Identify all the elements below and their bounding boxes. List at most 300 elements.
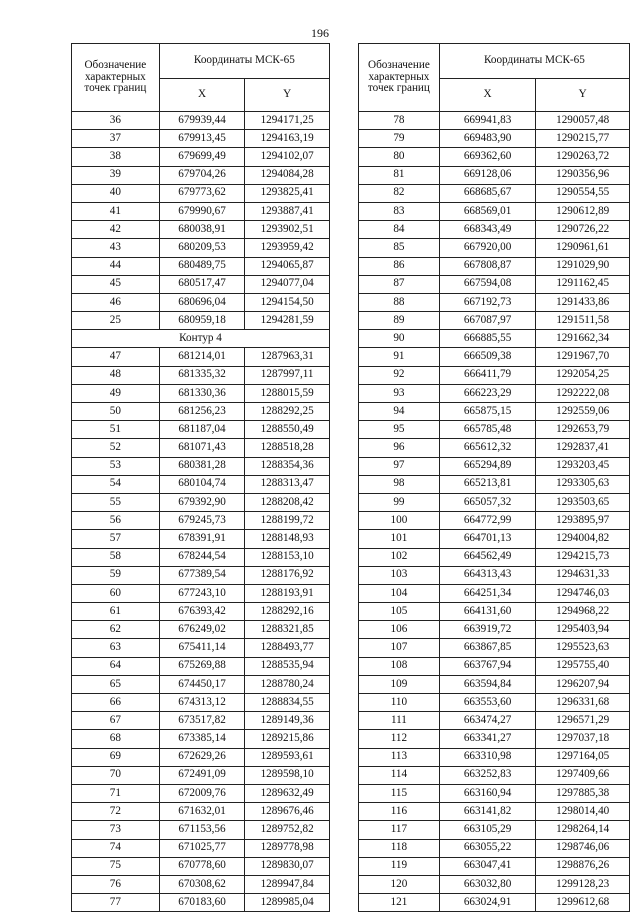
- x-coordinate: 665612,32: [439, 439, 536, 457]
- table-row: [72, 475, 330, 493]
- table-row: [72, 421, 330, 439]
- point-number: 73: [72, 821, 160, 839]
- table-row: [72, 348, 330, 366]
- x-coordinate: 666885,55: [439, 330, 536, 348]
- x-coordinate: 679939,44: [159, 112, 245, 130]
- y-coordinate: 1288550,49: [245, 421, 330, 439]
- table-row: [359, 566, 630, 584]
- point-number: 82: [359, 184, 440, 202]
- point-number: 37: [72, 130, 160, 148]
- table-row: [72, 366, 330, 384]
- point-number: 41: [72, 202, 160, 220]
- table-row: [72, 130, 330, 148]
- point-number: 50: [72, 403, 160, 421]
- x-coordinate: 673385,14: [159, 730, 245, 748]
- x-coordinate: 664562,49: [439, 548, 536, 566]
- table-row: [359, 293, 630, 311]
- point-number: 77: [72, 894, 160, 912]
- point-number: 118: [359, 839, 440, 857]
- x-coordinate: 663341,27: [439, 730, 536, 748]
- x-coordinate: 679699,49: [159, 148, 245, 166]
- table-row: [72, 603, 330, 621]
- point-number: 53: [72, 457, 160, 475]
- table-row: [359, 875, 630, 893]
- table-row: [72, 257, 330, 275]
- x-coordinate: 663024,91: [439, 894, 536, 912]
- y-coordinate: 1291967,70: [536, 348, 630, 366]
- y-coordinate: 1297409,66: [536, 766, 630, 784]
- point-number: 66: [72, 694, 160, 712]
- x-coordinate: 670183,60: [159, 894, 245, 912]
- table-row: [72, 166, 330, 184]
- x-coordinate: 667192,73: [439, 293, 536, 311]
- table-row: [359, 639, 630, 657]
- y-coordinate: 1288292,16: [245, 603, 330, 621]
- point-number: 47: [72, 348, 160, 366]
- table-row: [359, 766, 630, 784]
- table-row: [359, 184, 630, 202]
- y-coordinate: 1298876,26: [536, 857, 630, 875]
- table-row: [72, 821, 330, 839]
- table-row: [72, 530, 330, 548]
- point-number: 52: [72, 439, 160, 457]
- y-coordinate: 1288354,36: [245, 457, 330, 475]
- y-coordinate: 1288193,91: [245, 584, 330, 602]
- y-coordinate: 1289593,61: [245, 748, 330, 766]
- y-coordinate: 1294084,28: [245, 166, 330, 184]
- y-coordinate: 1294171,25: [245, 112, 330, 130]
- y-coordinate: 1294163,19: [245, 130, 330, 148]
- y-coordinate: 1295403,94: [536, 621, 630, 639]
- y-coordinate: 1296571,29: [536, 712, 630, 730]
- point-number: 121: [359, 894, 440, 912]
- table-row: [72, 875, 330, 893]
- table-row: [72, 493, 330, 511]
- point-number: 71: [72, 784, 160, 802]
- x-coordinate: 664131,60: [439, 603, 536, 621]
- y-coordinate: 1288199,72: [245, 512, 330, 530]
- x-coordinate: 665785,48: [439, 421, 536, 439]
- x-coordinate: 676249,02: [159, 621, 245, 639]
- x-coordinate: 665213,81: [439, 475, 536, 493]
- x-coordinate: 663032,80: [439, 875, 536, 893]
- page-number: 196: [311, 26, 329, 40]
- point-number: 94: [359, 403, 440, 421]
- x-coordinate: 679990,67: [159, 202, 245, 220]
- x-coordinate: 679245,73: [159, 512, 245, 530]
- table-row: [359, 348, 630, 366]
- table-row: [72, 275, 330, 293]
- point-number: 91: [359, 348, 440, 366]
- y-coordinate: 1299128,23: [536, 875, 630, 893]
- y-coordinate: 1290726,22: [536, 221, 630, 239]
- point-number: 107: [359, 639, 440, 657]
- x-coordinate: 663047,41: [439, 857, 536, 875]
- table-row: [359, 166, 630, 184]
- x-coordinate: 677243,10: [159, 584, 245, 602]
- point-number: 103: [359, 566, 440, 584]
- point-number: 106: [359, 621, 440, 639]
- contour-label: Контур 4: [72, 330, 330, 348]
- point-number: 55: [72, 493, 160, 511]
- table-row: [72, 566, 330, 584]
- y-coordinate: 1296331,68: [536, 694, 630, 712]
- point-number: 44: [72, 257, 160, 275]
- table-row: [72, 621, 330, 639]
- x-coordinate: 679392,90: [159, 493, 245, 511]
- x-coordinate: 667808,87: [439, 257, 536, 275]
- x-coordinate: 664313,43: [439, 566, 536, 584]
- table-row: [72, 312, 330, 330]
- y-coordinate: 1293959,42: [245, 239, 330, 257]
- x-coordinate: 667920,00: [439, 239, 536, 257]
- x-coordinate: 665057,32: [439, 493, 536, 511]
- x-coordinate: 672009,76: [159, 784, 245, 802]
- y-coordinate: 1289215,86: [245, 730, 330, 748]
- y-coordinate: 1298746,06: [536, 839, 630, 857]
- x-coordinate: 664251,34: [439, 584, 536, 602]
- y-coordinate: 1288518,28: [245, 439, 330, 457]
- y-coordinate: 1290263,72: [536, 148, 630, 166]
- table-row: [359, 839, 630, 857]
- x-coordinate: 671153,56: [159, 821, 245, 839]
- y-coordinate: 1289985,04: [245, 894, 330, 912]
- x-coordinate: 680104,74: [159, 475, 245, 493]
- x-coordinate: 680209,53: [159, 239, 245, 257]
- point-number: 93: [359, 384, 440, 402]
- x-coordinate: 675269,88: [159, 657, 245, 675]
- x-coordinate: 681071,43: [159, 439, 245, 457]
- table-row: [359, 730, 630, 748]
- point-number: 64: [72, 657, 160, 675]
- point-number: 98: [359, 475, 440, 493]
- table-row: [359, 384, 630, 402]
- y-coordinate: 1294968,22: [536, 603, 630, 621]
- y-coordinate: 1294077,04: [245, 275, 330, 293]
- table-row: [72, 712, 330, 730]
- y-coordinate: 1288208,42: [245, 493, 330, 511]
- point-number: 102: [359, 548, 440, 566]
- point-number: 58: [72, 548, 160, 566]
- y-coordinate: 1293895,97: [536, 512, 630, 530]
- point-header: Обозначение характерных точек границ: [72, 44, 160, 112]
- table-row: [72, 148, 330, 166]
- x-coordinate: 668685,67: [439, 184, 536, 202]
- table-row: [359, 202, 630, 220]
- y-coordinate: 1294215,73: [536, 548, 630, 566]
- y-coordinate: 1289676,46: [245, 803, 330, 821]
- x-coordinate: 679773,62: [159, 184, 245, 202]
- x-coordinate: 670778,60: [159, 857, 245, 875]
- point-number: 42: [72, 221, 160, 239]
- x-coordinate: 680489,75: [159, 257, 245, 275]
- y-coordinate: 1294065,87: [245, 257, 330, 275]
- coordinates-table-right: [358, 43, 630, 912]
- y-coordinate: 1293503,65: [536, 493, 630, 511]
- point-number: 80: [359, 148, 440, 166]
- y-coordinate: 1296207,94: [536, 675, 630, 693]
- point-number: 40: [72, 184, 160, 202]
- x-coordinate: 663553,60: [439, 694, 536, 712]
- table-row: [359, 548, 630, 566]
- point-number: 83: [359, 202, 440, 220]
- x-coordinate: 663474,27: [439, 712, 536, 730]
- y-coordinate: 1289778,98: [245, 839, 330, 857]
- point-number: 79: [359, 130, 440, 148]
- x-coordinate: 676393,42: [159, 603, 245, 621]
- x-coordinate: 670308,62: [159, 875, 245, 893]
- point-number: 119: [359, 857, 440, 875]
- y-coordinate: 1293887,41: [245, 202, 330, 220]
- point-number: 87: [359, 275, 440, 293]
- table-row: [72, 457, 330, 475]
- x-coordinate: 663141,82: [439, 803, 536, 821]
- point-number: 39: [72, 166, 160, 184]
- coords-header: Координаты МСК-65: [439, 44, 629, 79]
- x-coordinate: 681214,01: [159, 348, 245, 366]
- point-number: 120: [359, 875, 440, 893]
- y-coordinate: 1293305,63: [536, 475, 630, 493]
- table-row: [72, 512, 330, 530]
- point-number: 63: [72, 639, 160, 657]
- table-row: [72, 784, 330, 802]
- table-row: [72, 657, 330, 675]
- x-coordinate: 680696,04: [159, 293, 245, 311]
- table-row: [359, 457, 630, 475]
- y-coordinate: 1292222,08: [536, 384, 630, 402]
- point-header: Обозначение характерных точек границ: [359, 44, 440, 112]
- y-coordinate: 1294154,50: [245, 293, 330, 311]
- y-coordinate: 1288780,24: [245, 675, 330, 693]
- y-coordinate: 1293825,41: [245, 184, 330, 202]
- table-row: [359, 748, 630, 766]
- x-coordinate: 678391,91: [159, 530, 245, 548]
- y-coordinate: 1290612,89: [536, 202, 630, 220]
- point-number: 36: [72, 112, 160, 130]
- x-coordinate: 666223,29: [439, 384, 536, 402]
- y-coordinate: 1290356,96: [536, 166, 630, 184]
- table-row: [359, 239, 630, 257]
- y-coordinate: 1297885,38: [536, 784, 630, 802]
- table-row: [72, 202, 330, 220]
- table-row: [72, 766, 330, 784]
- x-coordinate: 671025,77: [159, 839, 245, 857]
- y-coordinate: 1292054,25: [536, 366, 630, 384]
- x-coordinate: 681330,36: [159, 384, 245, 402]
- y-coordinate: 1294004,82: [536, 530, 630, 548]
- y-coordinate: 1288153,10: [245, 548, 330, 566]
- point-number: 117: [359, 821, 440, 839]
- coords-header: Координаты МСК-65: [159, 44, 329, 79]
- y-coordinate: 1288313,47: [245, 475, 330, 493]
- point-number: 54: [72, 475, 160, 493]
- x-coordinate: 665294,89: [439, 457, 536, 475]
- table-row: [359, 475, 630, 493]
- point-number: 25: [72, 312, 160, 330]
- table-row: [359, 403, 630, 421]
- y-coordinate: 1289830,07: [245, 857, 330, 875]
- y-coordinate: 1290057,48: [536, 112, 630, 130]
- x-coordinate: 665875,15: [439, 403, 536, 421]
- table-row: [72, 857, 330, 875]
- table-row: [359, 657, 630, 675]
- y-coordinate: 1291511,58: [536, 312, 630, 330]
- point-number: 86: [359, 257, 440, 275]
- x-coordinate: 675411,14: [159, 639, 245, 657]
- point-number: 88: [359, 293, 440, 311]
- table-row: [72, 293, 330, 311]
- y-coordinate: 1287997,11: [245, 366, 330, 384]
- point-number: 84: [359, 221, 440, 239]
- table-row: [72, 675, 330, 693]
- x-coordinate: 672629,26: [159, 748, 245, 766]
- x-coordinate: 663919,72: [439, 621, 536, 639]
- y-coordinate: 1288535,94: [245, 657, 330, 675]
- x-header: X: [439, 79, 536, 112]
- table-row: [359, 130, 630, 148]
- x-coordinate: 669941,83: [439, 112, 536, 130]
- table-row: [72, 748, 330, 766]
- x-coordinate: 667087,97: [439, 312, 536, 330]
- y-header: Y: [245, 79, 330, 112]
- y-coordinate: 1291662,34: [536, 330, 630, 348]
- point-number: 69: [72, 748, 160, 766]
- y-coordinate: 1288493,77: [245, 639, 330, 657]
- x-header: X: [159, 79, 245, 112]
- point-number: 90: [359, 330, 440, 348]
- table-row: [72, 239, 330, 257]
- x-coordinate: 677389,54: [159, 566, 245, 584]
- point-number: 108: [359, 657, 440, 675]
- x-coordinate: 668343,49: [439, 221, 536, 239]
- point-number: 38: [72, 148, 160, 166]
- x-coordinate: 663252,83: [439, 766, 536, 784]
- table-row: [72, 803, 330, 821]
- point-number: 112: [359, 730, 440, 748]
- x-coordinate: 664701,13: [439, 530, 536, 548]
- x-coordinate: 679704,26: [159, 166, 245, 184]
- point-number: 60: [72, 584, 160, 602]
- point-number: 78: [359, 112, 440, 130]
- point-number: 110: [359, 694, 440, 712]
- table-row: [359, 857, 630, 875]
- point-number: 89: [359, 312, 440, 330]
- point-number: 68: [72, 730, 160, 748]
- point-number: 101: [359, 530, 440, 548]
- table-row: [359, 675, 630, 693]
- point-number: 45: [72, 275, 160, 293]
- table-row: [72, 639, 330, 657]
- y-coordinate: 1294631,33: [536, 566, 630, 584]
- table-row: [359, 257, 630, 275]
- y-coordinate: 1298014,40: [536, 803, 630, 821]
- table-row: [72, 221, 330, 239]
- x-coordinate: 666509,38: [439, 348, 536, 366]
- x-coordinate: 668569,01: [439, 202, 536, 220]
- point-number: 43: [72, 239, 160, 257]
- y-coordinate: 1293902,51: [245, 221, 330, 239]
- y-coordinate: 1294746,03: [536, 584, 630, 602]
- x-coordinate: 669128,06: [439, 166, 536, 184]
- point-number: 67: [72, 712, 160, 730]
- y-coordinate: 1288321,85: [245, 621, 330, 639]
- table-row: [359, 603, 630, 621]
- y-coordinate: 1288292,25: [245, 403, 330, 421]
- x-coordinate: 663594,84: [439, 675, 536, 693]
- point-number: 57: [72, 530, 160, 548]
- x-coordinate: 678244,54: [159, 548, 245, 566]
- x-coordinate: 680959,18: [159, 312, 245, 330]
- table-row: [359, 694, 630, 712]
- table-row: [359, 803, 630, 821]
- point-number: 76: [72, 875, 160, 893]
- y-coordinate: 1297164,05: [536, 748, 630, 766]
- point-number: 97: [359, 457, 440, 475]
- table-row: [359, 512, 630, 530]
- table-row: [359, 439, 630, 457]
- table-row: [359, 493, 630, 511]
- point-number: 115: [359, 784, 440, 802]
- x-coordinate: 663105,29: [439, 821, 536, 839]
- y-header: Y: [536, 79, 630, 112]
- table-row: [72, 730, 330, 748]
- point-number: 92: [359, 366, 440, 384]
- y-coordinate: 1291433,86: [536, 293, 630, 311]
- y-coordinate: 1298264,14: [536, 821, 630, 839]
- y-coordinate: 1288015,59: [245, 384, 330, 402]
- x-coordinate: 671632,01: [159, 803, 245, 821]
- x-coordinate: 680038,91: [159, 221, 245, 239]
- table-row: [359, 330, 630, 348]
- x-coordinate: 679913,45: [159, 130, 245, 148]
- x-coordinate: 663160,94: [439, 784, 536, 802]
- x-coordinate: 674450,17: [159, 675, 245, 693]
- table-row: [359, 275, 630, 293]
- point-number: 109: [359, 675, 440, 693]
- table-row: [359, 312, 630, 330]
- x-coordinate: 681335,32: [159, 366, 245, 384]
- table-row: [359, 821, 630, 839]
- y-coordinate: 1288834,55: [245, 694, 330, 712]
- point-number: 104: [359, 584, 440, 602]
- point-number: 61: [72, 603, 160, 621]
- table-row: [359, 530, 630, 548]
- x-coordinate: 680381,28: [159, 457, 245, 475]
- x-coordinate: 663055,22: [439, 839, 536, 857]
- table-row: [359, 712, 630, 730]
- point-number: 116: [359, 803, 440, 821]
- point-number: 81: [359, 166, 440, 184]
- point-number: 49: [72, 384, 160, 402]
- point-number: 100: [359, 512, 440, 530]
- x-coordinate: 663867,85: [439, 639, 536, 657]
- point-number: 72: [72, 803, 160, 821]
- x-coordinate: 666411,79: [439, 366, 536, 384]
- point-number: 70: [72, 766, 160, 784]
- point-number: 56: [72, 512, 160, 530]
- y-coordinate: 1295755,40: [536, 657, 630, 675]
- y-coordinate: 1292653,79: [536, 421, 630, 439]
- table-row: [72, 112, 330, 130]
- table-row: [72, 839, 330, 857]
- table-row: [72, 694, 330, 712]
- x-coordinate: 669483,90: [439, 130, 536, 148]
- table-row: [359, 584, 630, 602]
- y-coordinate: 1290215,77: [536, 130, 630, 148]
- y-coordinate: 1293203,45: [536, 457, 630, 475]
- table-row: [72, 894, 330, 912]
- table-row: [359, 221, 630, 239]
